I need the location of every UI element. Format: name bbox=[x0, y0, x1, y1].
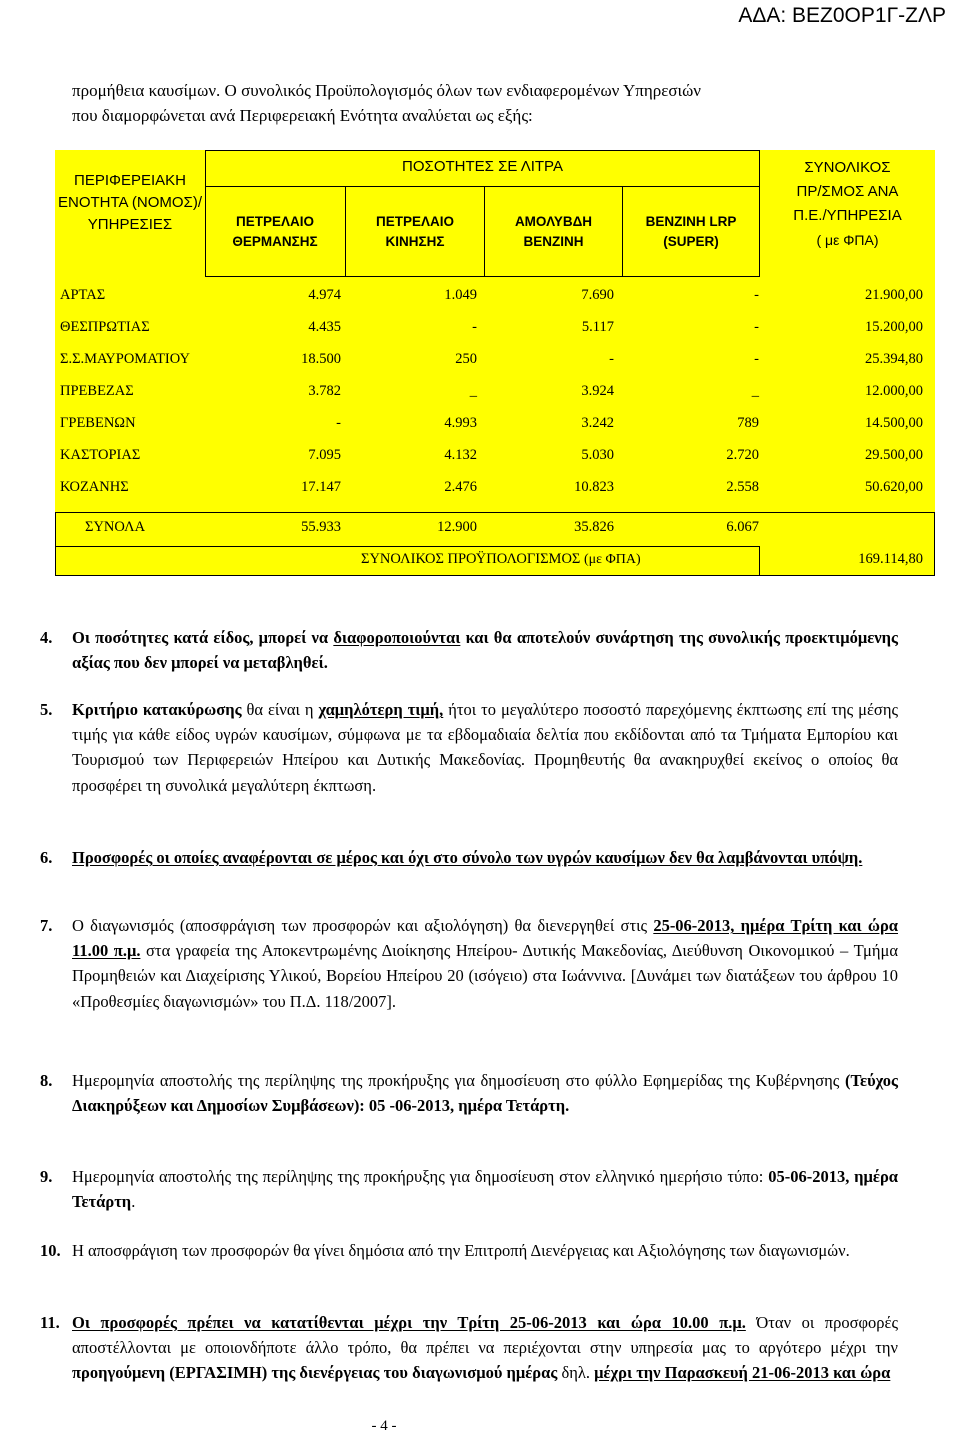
cell-lrp: _ bbox=[751, 383, 759, 399]
table-row bbox=[55, 314, 935, 346]
cell-lrp: - bbox=[754, 319, 759, 335]
cell-unleaded: 3.242 bbox=[581, 415, 614, 431]
cell-heating: 7.095 bbox=[308, 447, 341, 463]
region-name: ΘΕΣΠΡΩΤΙΑΣ bbox=[60, 319, 150, 335]
region-name: Σ.Σ.ΜΑΥΡΟΜΑΤΙΟΥ bbox=[60, 351, 190, 367]
cell-unleaded: 5.030 bbox=[581, 447, 614, 463]
total-lrp: 6.067 bbox=[726, 519, 759, 535]
ada-code: ΑΔΑ: ΒΕΖ0ΟΡ1Γ-ΖΛΡ bbox=[738, 4, 946, 27]
region-name: ΠΡΕΒΕΖΑΣ bbox=[60, 383, 134, 399]
table-row bbox=[55, 410, 935, 442]
grand-total-row bbox=[55, 546, 935, 576]
header-diesel: ΠΕΤΡΕΛΑΙΟ ΚΙΝΗΣΗΣ bbox=[375, 214, 454, 249]
section-9: 9. Ημερομηνία αποστολής της περίληψης της προκήρυξης για δημοσίευση στον ελληνικό ημερήσιο τύπο: 05-06-2013, ημέρα Τετάρτη. bbox=[40, 1167, 898, 1212]
cell-diesel: 250 bbox=[455, 351, 477, 367]
budget-table bbox=[55, 150, 935, 576]
cell-total: 12.000,00 bbox=[865, 383, 923, 399]
totals-row bbox=[55, 512, 935, 546]
cell-lrp: - bbox=[754, 351, 759, 367]
header-quantities: ΠΟΣΟΤΗΤΕΣ ΣΕ ΛΙΤΡΑ bbox=[402, 158, 563, 175]
cell-total: 50.620,00 bbox=[865, 479, 923, 495]
grand-total-label: ΣΥΝΟΛΙΚΟΣ ΠΡΟΫΠΟΛΟΓΙΣΜΟΣ (με ΦΠΑ) bbox=[361, 551, 641, 567]
header-lrp: ΒΕΝΖΙΝΗ LRP (SUPER) bbox=[645, 214, 737, 249]
header-unleaded: ΑΜΟΛΥΒΔΗ ΒΕΝΖΙΝΗ bbox=[514, 214, 593, 249]
table-row bbox=[55, 346, 935, 378]
total-heating: 55.933 bbox=[301, 519, 341, 535]
totals-label: ΣΥΝΟΛΑ bbox=[85, 519, 146, 535]
cell-heating: 3.782 bbox=[308, 383, 341, 399]
section-10: 10. Η αποσφράγιση των προσφορών θα γίνει δημόσια από την Επιτροπή Διενέργειας και Αξιολόγησης των διαγωνισμών. bbox=[40, 1241, 850, 1260]
cell-unleaded: 10.823 bbox=[574, 479, 614, 495]
grand-total-value: 169.114,80 bbox=[858, 551, 923, 567]
cell-diesel: 4.132 bbox=[444, 447, 477, 463]
header-heating-oil: ΠΕΤΡΕΛΑΙΟ ΘΕΡΜΑΝΣΗΣ bbox=[232, 214, 318, 249]
table-row bbox=[55, 282, 935, 314]
page-number: - 4 - bbox=[371, 1418, 397, 1434]
region-name: ΚΑΣΤΟΡΙΑΣ bbox=[60, 447, 141, 463]
total-unleaded: 35.826 bbox=[574, 519, 614, 535]
section-6: 6. Προσφορές οι οποίες αναφέρονται σε μέρος και όχι στο σύνολο των υγρών καυσίμων δεν θα λαμβάνονται υπόψη. bbox=[40, 848, 863, 867]
intro-line-2: που διαμορφώνεται ανά Περιφερειακή Ενότητα αναλύεται ως εξής: bbox=[72, 106, 533, 125]
cell-total: 14.500,00 bbox=[865, 415, 923, 431]
header-total: ΣΥΝΟΛΙΚΟΣ ΠΡ/ΣΜΟΣ ΑΝΑ Π.Ε./ΥΠΗΡΕΣΙΑ ( με ΦΠΑ) bbox=[793, 159, 902, 248]
cell-unleaded: 5.117 bbox=[581, 319, 614, 335]
cell-lrp: 789 bbox=[737, 415, 759, 431]
table-row bbox=[55, 474, 935, 506]
table-row bbox=[55, 378, 935, 410]
cell-diesel: - bbox=[472, 319, 477, 335]
region-name: ΑΡΤΑΣ bbox=[60, 287, 106, 303]
cell-lrp: 2.558 bbox=[726, 479, 759, 495]
section-5: 5. Κριτήριο κατακύρωσης θα είναι η χαμηλότερη τιμή, ήτοι το μεγαλύτερο ποσοστό παρεχόμενης έκπτωσης επί της μέσης τιμής για κάθε είδος υγρών καυσίμων, σύμφωνα με τα εβδομαδιαία δελτία που εκδίδονται από τα Τμήματα Εμπορίου και Τουρισμού των Περιφερειών Ηπείρου και Δυτικής Μακεδονίας. Προμηθευτής θα ανακηρυχθεί εκείνος ο οποίος θα προσφέρει τη συνολικά μεγαλύτερη έκπτωση. bbox=[40, 700, 898, 795]
cell-total: 21.900,00 bbox=[865, 287, 923, 303]
cell-heating: 17.147 bbox=[301, 479, 341, 495]
cell-heating: 18.500 bbox=[301, 351, 341, 367]
cell-diesel: _ bbox=[469, 383, 477, 399]
cell-heating: 4.435 bbox=[308, 319, 341, 335]
section-11: 11. Οι προσφορές πρέπει να κατατίθενται μέχρι την Τρίτη 25-06-2013 και ώρα 10.00 π.μ. Όταν οι προσφορές αποστέλλονται με οποιονδήποτε άλλο τρόπο, θα πρέπει να περιέχονται στην υπηρεσία μας το αργότερο μέχρι την προηγούμενη (ΕΡΓΑΣΙΜΗ) της διενέργειας του διαγωνισμού ημέρας δηλ. μέχρι την Παρασκευή 21-06-2013 και ώρα bbox=[40, 1313, 898, 1383]
table-row bbox=[55, 442, 935, 474]
header-region: ΠΕΡΙΦΕΡΕΙΑΚΗ ΕΝΟΤΗΤΑ (ΝΟΜΟΣ)/ ΥΠΗΡΕΣΙΕΣ bbox=[58, 172, 202, 233]
cell-total: 29.500,00 bbox=[865, 447, 923, 463]
cell-lrp: - bbox=[754, 287, 759, 303]
cell-heating: - bbox=[336, 415, 341, 431]
cell-lrp: 2.720 bbox=[726, 447, 759, 463]
cell-unleaded: 3.924 bbox=[581, 383, 614, 399]
cell-diesel: 4.993 bbox=[444, 415, 477, 431]
cell-total: 15.200,00 bbox=[865, 319, 923, 335]
cell-unleaded: - bbox=[609, 351, 614, 367]
cell-diesel: 2.476 bbox=[444, 479, 477, 495]
section-7: 7. Ο διαγωνισμός (αποσφράγιση των προσφορών και αξιολόγηση) θα διενεργηθεί στις 25-06-2013, ημέρα Τρίτη και ώρα 11.00 π.μ. στα γραφεία της Αποκεντρωμένης Διοίκησης Ηπείρου- Δυτικής Μακεδονίας, Διεύθυνση Οικονομικού – Τμήμα Προμηθειών και Διαχείρισης Υλικού, Βορείου Ηπείρου 20 (ισόγειο) στα Ιωάννινα. [Δυνάμει των διατάξεων του άρθρου 10 «Προθεσμίες διαγωνισμών» του Π.Δ. 118/2007]. bbox=[40, 916, 898, 1011]
total-diesel: 12.900 bbox=[437, 519, 477, 535]
region-name: ΚΟΖΑΝΗΣ bbox=[60, 479, 129, 495]
section-4: 4. Οι ποσότητες κατά είδος, μπορεί να διαφοροποιούνται και θα αποτελούν συνάρτηση της συνολικής προεκτιμόμενης αξίας που δεν μπορεί να μεταβληθεί. bbox=[40, 628, 898, 673]
cell-total: 25.394,80 bbox=[865, 351, 923, 367]
cell-heating: 4.974 bbox=[308, 287, 341, 303]
cell-diesel: 1.049 bbox=[444, 287, 477, 303]
intro-line-1: προμήθεια καυσίμων. Ο συνολικός Προϋπολογισμός όλων των ενδιαφερομένων Υπηρεσιών bbox=[72, 81, 701, 100]
region-name: ΓΡΕΒΕΝΩΝ bbox=[60, 415, 136, 431]
section-8: 8. Ημερομηνία αποστολής της περίληψης της προκήρυξης για δημοσίευση στο φύλλο Εφημερίδας της Κυβέρνησης (Τεύχος Διακηρύξεων και Δημοσίων Συμβάσεων): 05 -06-2013, ημέρα Τετάρτη. bbox=[40, 1071, 898, 1116]
cell-unleaded: 7.690 bbox=[581, 287, 614, 303]
